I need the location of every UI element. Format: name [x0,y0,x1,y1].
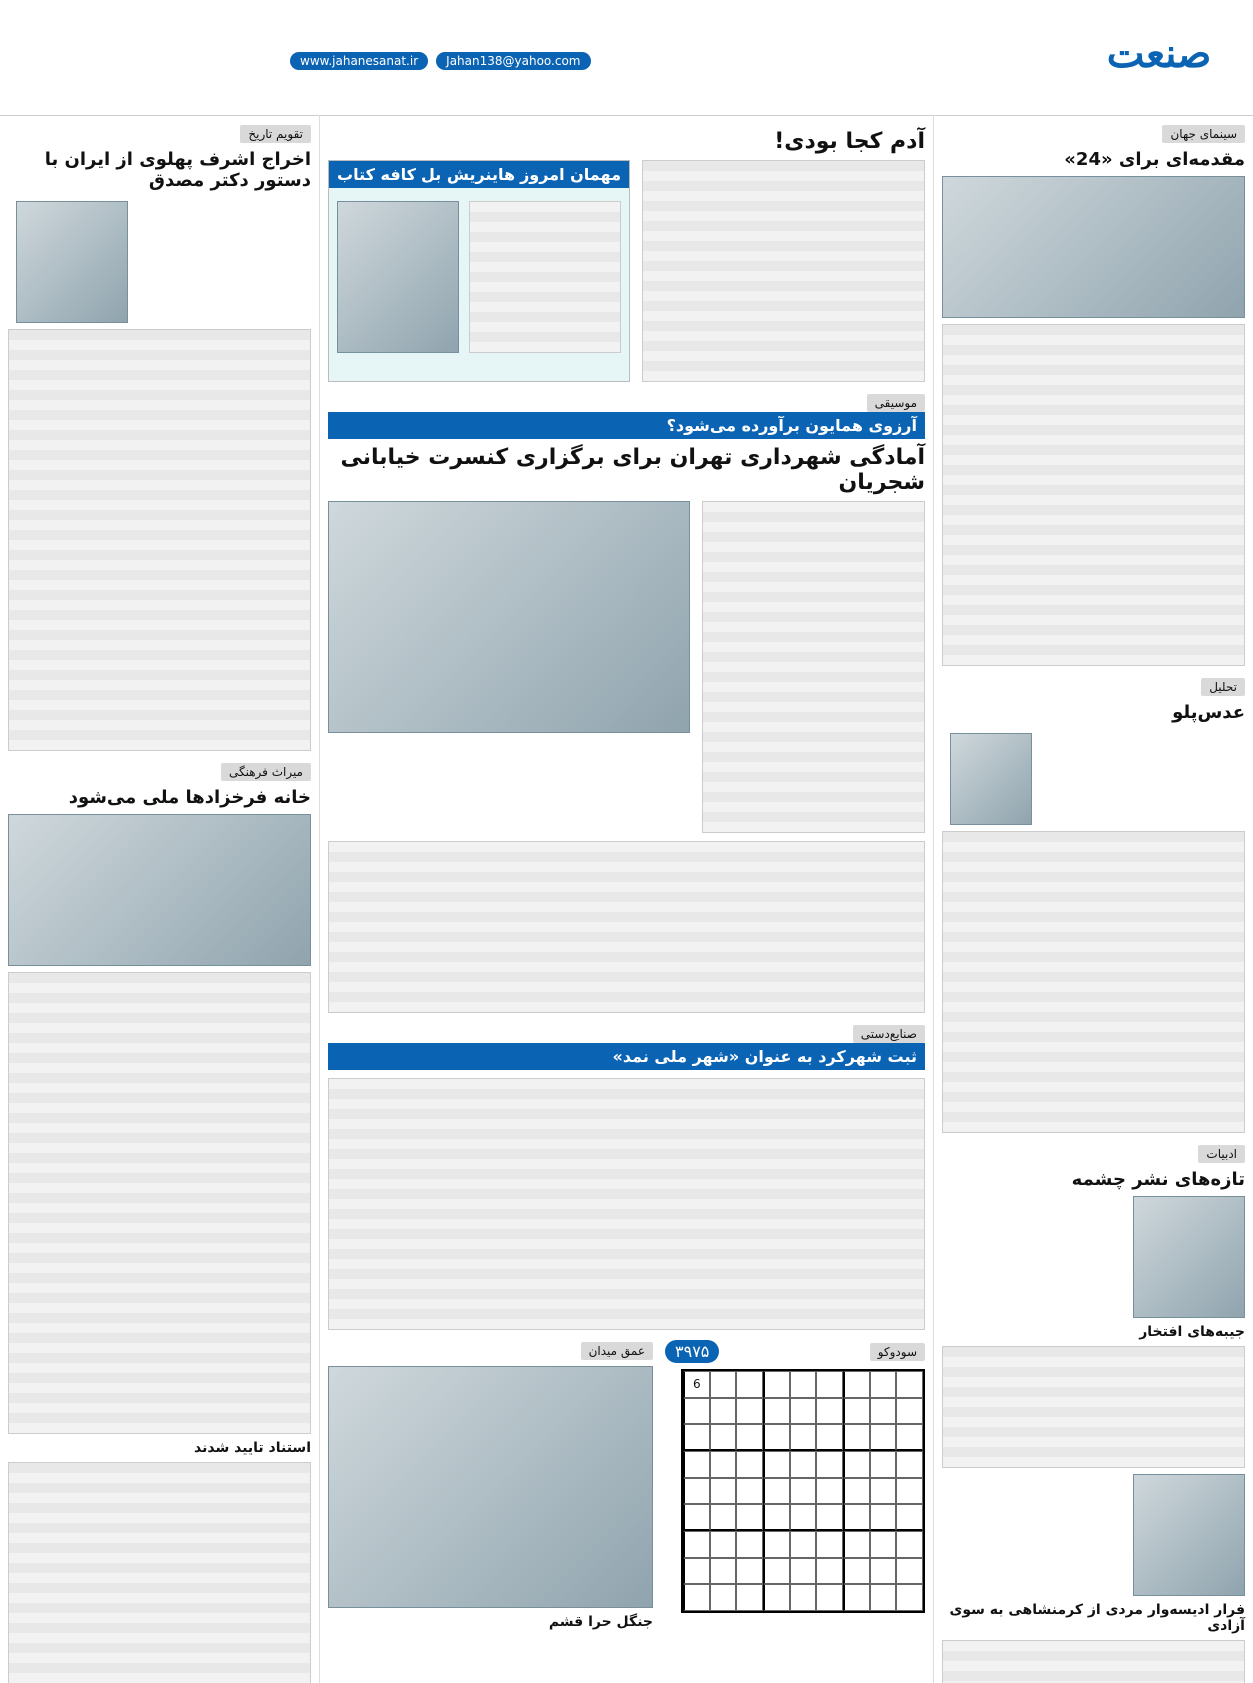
sudoku-cell[interactable] [710,1504,737,1531]
heritage-text [8,972,311,1434]
sudoku-cell[interactable] [736,1478,763,1505]
sudoku-cell[interactable] [736,1504,763,1531]
sudoku-cell[interactable] [683,1584,710,1611]
sudoku-cell[interactable] [683,1558,710,1585]
section-music: موسیقی [867,394,925,412]
section-world-cinema: سینمای جهان [1162,125,1245,143]
analysis-text [942,831,1245,1133]
guest-name: هاینریش بل [420,165,516,184]
sudoku-cell[interactable] [843,1398,870,1425]
guest-text [469,201,621,353]
sudoku-cell[interactable] [790,1451,817,1478]
sudoku-cell[interactable] [683,1424,710,1451]
sudoku-cell[interactable] [816,1504,843,1531]
sudoku-cell[interactable] [816,1398,843,1425]
sudoku-cell[interactable]: 6 [683,1371,710,1398]
sudoku-cell[interactable] [763,1531,790,1558]
sudoku-cell[interactable] [870,1451,897,1478]
sudoku-cell[interactable] [763,1478,790,1505]
section-analysis: تحلیل [1201,678,1245,696]
sudoku-cell[interactable] [790,1424,817,1451]
sudoku-cell[interactable] [683,1451,710,1478]
sudoku-cell[interactable] [790,1478,817,1505]
photo-section: عمق میدان [581,1342,653,1360]
sudoku-cell[interactable] [683,1478,710,1505]
guest-box [328,160,630,382]
sudoku-cell[interactable] [710,1531,737,1558]
sudoku-cell[interactable] [870,1504,897,1531]
sudoku-cell[interactable] [870,1478,897,1505]
sudoku-cell[interactable] [763,1451,790,1478]
sudoku-cell[interactable] [710,1558,737,1585]
sudoku-grid [681,1369,925,1613]
title-adsalva: عدس‌پلو [1172,702,1245,723]
industry-text [328,1078,925,1330]
main-article-text [642,160,925,382]
sudoku-cell[interactable] [896,1558,923,1585]
sudoku-cell[interactable] [763,1424,790,1451]
sudoku-cell[interactable] [870,1371,897,1398]
book2-cover [1133,1474,1245,1596]
title-main: آدم کجا بودی! [774,129,925,154]
logo: صنعت [1106,29,1212,77]
sudoku-cell[interactable] [736,1451,763,1478]
center-column [320,115,933,1683]
website-pill: www.jahanesanat.ir [290,52,428,70]
sudoku-cell[interactable] [763,1584,790,1611]
sudoku-cell[interactable] [710,1398,737,1425]
sudoku-cell[interactable] [710,1424,737,1451]
sudoku-cell[interactable] [896,1584,923,1611]
ashraf-text [8,329,311,751]
section-heritage: میراث فرهنگی [221,763,311,781]
sudoku-number: ۳۹۷۵ [665,1340,719,1363]
sudoku-cell[interactable] [816,1371,843,1398]
sudoku-cell[interactable] [683,1504,710,1531]
book1-text [942,1346,1245,1468]
sudoku-cell[interactable] [710,1584,737,1611]
sudoku-cell[interactable] [870,1398,897,1425]
sudoku-cell[interactable] [736,1371,763,1398]
sudoku-label: سودوکو [870,1343,925,1361]
photo [328,1366,653,1608]
sudoku-cell[interactable] [816,1584,843,1611]
ashraf-photo [16,201,128,323]
sudoku-cell[interactable] [763,1504,790,1531]
sudoku-cell[interactable] [843,1584,870,1611]
sudoku-cell[interactable] [736,1584,763,1611]
sudoku-cell[interactable] [790,1371,817,1398]
sudoku-cell[interactable] [710,1478,737,1505]
sudoku-cell[interactable] [816,1424,843,1451]
sudoku-cell[interactable] [763,1398,790,1425]
left-column [0,115,320,1683]
sudoku-cell[interactable] [736,1558,763,1585]
title-ashraf: اخراج اشرف پهلوی از ایران با دستور دکتر مصدق [44,149,311,191]
title-24: مقدمه‌ای برای «24» [1064,149,1245,170]
industry-title: ثبت شهرکرد به عنوان «شهر ملی نمد» [328,1043,925,1070]
music-photo [328,501,690,733]
cafe-label: کافه کتاب [337,165,416,184]
sudoku-cell[interactable] [763,1371,790,1398]
book2-title: فرار ادیسه‌وار مردی از کرمنشاهی به سوی آزادی [949,1602,1245,1634]
sudoku-cell[interactable] [896,1451,923,1478]
sudoku-cell[interactable] [843,1478,870,1505]
sudoku-cell[interactable] [896,1531,923,1558]
sudoku-cell[interactable] [896,1478,923,1505]
cinema-image [942,176,1245,318]
header [0,0,1253,116]
sudoku-cell[interactable] [843,1371,870,1398]
heritage-text-2 [8,1462,311,1683]
sudoku-cell[interactable] [896,1424,923,1451]
sudoku-cell[interactable] [736,1398,763,1425]
sudoku-cell[interactable] [763,1558,790,1585]
sudoku-cell[interactable] [843,1451,870,1478]
sudoku-cell[interactable] [790,1398,817,1425]
book1-cover [1133,1196,1245,1318]
heritage-photo [8,814,311,966]
sudoku-cell[interactable] [790,1531,817,1558]
right-column [933,115,1253,1683]
site-and-email [290,52,591,70]
sudoku-cell[interactable] [870,1531,897,1558]
author-photo [950,733,1032,825]
sudoku-cell[interactable] [843,1531,870,1558]
music-text-left [328,841,925,1013]
sudoku-cell[interactable] [896,1504,923,1531]
sudoku-cell[interactable] [790,1504,817,1531]
music-title: آمادگی شهرداری تهران برای برگزاری کنسرت خیابانی شجریان [340,445,925,495]
sudoku-cell[interactable] [683,1531,710,1558]
sudoku-cell[interactable] [870,1424,897,1451]
sudoku-cell[interactable] [816,1558,843,1585]
guest-label: مهمان امروز [520,165,621,184]
sudoku-cell[interactable] [790,1558,817,1585]
sudoku-cell[interactable] [870,1584,897,1611]
sudoku-cell[interactable] [843,1558,870,1585]
guest-photo [337,201,459,353]
sudoku-cell[interactable] [683,1398,710,1425]
music-kicker: آرزوی همایون برآورده می‌شود؟ [328,412,925,439]
sudoku-cell[interactable] [736,1531,763,1558]
cinema-text [942,324,1245,666]
sudoku-cell[interactable] [896,1398,923,1425]
section-literature: ادبیات [1198,1145,1245,1163]
sudoku-cell[interactable] [843,1424,870,1451]
photo-caption: جنگل حرا قشم [548,1614,653,1630]
book1-title: جیبه‌های افتخار [1139,1324,1245,1340]
sudoku-cell[interactable] [736,1424,763,1451]
sudoku-cell[interactable] [816,1451,843,1478]
sudoku-cell[interactable] [816,1478,843,1505]
sudoku-cell[interactable] [710,1371,737,1398]
heritage-subhead: استناد تایید شدند [194,1440,311,1456]
section-industry: صنایع‌دستی [853,1025,925,1043]
music-text-right [702,501,925,833]
section-calendar: تقویم تاریخ [240,125,311,143]
sudoku-cell[interactable] [710,1451,737,1478]
email-pill: Jahan138@yahoo.com [436,52,590,70]
title-heritage: خانه فرخزادها ملی می‌شود [68,787,311,808]
sudoku-cell[interactable] [816,1531,843,1558]
book2-text [942,1640,1245,1683]
sudoku-cell[interactable] [790,1584,817,1611]
sudoku-cell[interactable] [896,1371,923,1398]
title-new-books: تازه‌های نشر چشمه [1071,1169,1245,1190]
sudoku-cell[interactable] [870,1558,897,1585]
sudoku-cell[interactable] [843,1504,870,1531]
